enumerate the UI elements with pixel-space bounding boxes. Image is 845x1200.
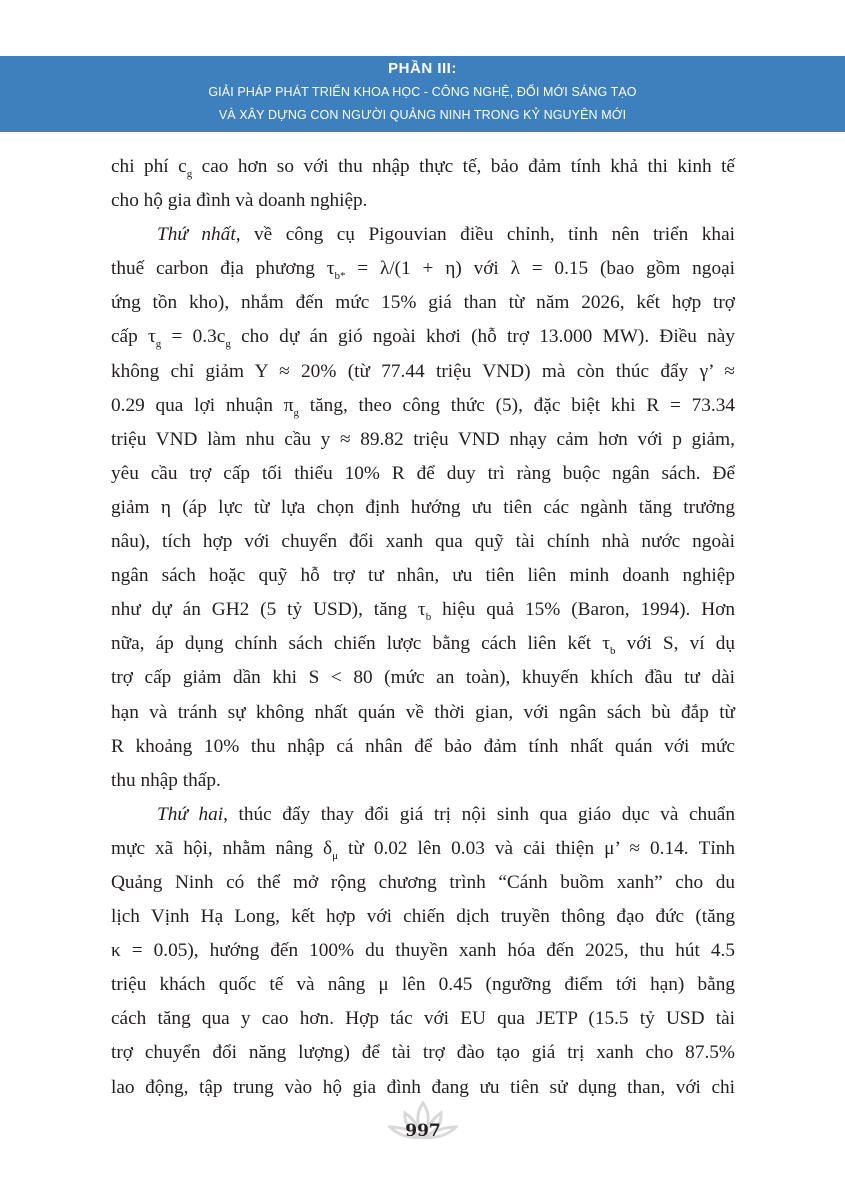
chapter-subtitle-line-1: GIẢI PHÁP PHÁT TRIỂN KHOA HỌC - CÔNG NGHỆ, ĐỔI MỚI SÁNG TẠO <box>208 85 637 99</box>
text-line: ứng tồn kho), nhắm đến mức 15% giá than từ năm 2026, kết hợp trợ <box>111 292 735 314</box>
text-line: lao động, tập trung vào hộ gia đình đang ưu tiên sử dụng than, với chi <box>111 1076 735 1098</box>
paragraph-lead: Thứ nhất <box>157 224 236 246</box>
paragraph-lead: Thứ hai <box>157 803 224 825</box>
text-line: nâu), tích hợp với chuyển đổi xanh qua quỹ tài chính nhà nước ngoài <box>111 531 735 553</box>
text-line: mực xã hội, nhằm nâng $\delta_\mu$ từ 0.02 lên 0.03 và cải thiện μ’ ≈ 0.14. Tỉnh <box>111 837 736 862</box>
paragraph-second-measure <box>111 798 735 1105</box>
text-line: Thứ hai, thúc đẩy thay đổi giá trị nội sinh qua giáo dục và chuẩn <box>157 803 735 825</box>
paragraph-first-measure <box>111 218 735 798</box>
body-text <box>111 150 735 1105</box>
text-line: hạn và tránh sự không nhất quán về thời gian, với ngân sách bù đắp từ <box>111 701 735 723</box>
chapter-header-band <box>0 56 845 132</box>
text-line: thu nhập thấp. <box>111 769 221 791</box>
text-line: không chỉ giảm Y ≈ 20% (từ 77.44 triệu VND) mà còn thúc đẩy γ’ ≈ <box>111 360 735 382</box>
text-line: ngân sách hoặc quỹ hỗ trợ tư nhân, ưu tiên liên minh doanh nghiệp <box>111 565 735 587</box>
paragraph-continuation <box>111 150 735 218</box>
chapter-subtitle-line-2: VÀ XÂY DỰNG CON NGƯỜI QUẢNG NINH TRONG KỶ NGUYÊN MỚI <box>218 108 627 122</box>
text-line: Thứ nhất, về công cụ Pigouvian điều chỉnh, tỉnh nên triển khai <box>157 224 735 246</box>
text-line: triệu VND làm nhu cầu y ≈ 89.82 triệu VND nhạy cảm hơn với p giảm, <box>111 428 735 450</box>
text-line: yêu cầu trợ cấp tối thiểu 10% R để duy trì ràng buộc ngân sách. Để <box>111 462 735 484</box>
text-line: 0.29 qua lợi nhuận $\pi_g$ tăng, theo công thức (5), đặc biệt khi R = 73.34 <box>111 394 735 419</box>
text-line: giảm η (áp lực từ lựa chọn định hướng ưu tiên các ngành tăng trưởng <box>111 496 735 518</box>
text-line: Quảng Ninh có thể mở rộng chương trình “Cánh buồm xanh” cho du <box>111 871 735 893</box>
text-line: cho hộ gia đình và doanh nghiệp. <box>111 190 368 212</box>
page-number: 997 <box>405 1121 441 1141</box>
text-line: κ = 0.05), hướng đến 100% du thuyền xanh hóa đến 2025, thu hút 4.5 <box>111 940 735 962</box>
text-line: cấp $\tau_g = 0.3c_g$ cho dự án gió ngoài khơi (hỗ trợ 13.000 MW). Điều này <box>111 326 735 351</box>
text-line: trợ cấp giảm dần khi S < 80 (mức an toàn), khuyến khích đầu tư dài <box>111 667 735 689</box>
text-line: chi phí $c_g$ cao hơn so với thu nhập thực tế, bảo đảm tính khả thi kinh tế <box>111 156 735 180</box>
text-line: triệu khách quốc tế và nâng μ lên 0.45 (ngưỡng điểm tới hạn) bằng <box>111 974 735 996</box>
text-line: cách tăng qua y cao hơn. Hợp tác với EU qua JETP (15.5 tỷ USD tài <box>111 1008 735 1030</box>
text-line: nữa, áp dụng chính sách chiến lược bằng cách liên kết $\tau_b$ với S, ví dụ <box>111 633 735 658</box>
part-title: PHẦN III: <box>388 60 457 77</box>
text-line: thuế carbon địa phương $\tau_{b*} = \lambda/(1 + \eta)$ với λ = 0.15 (bao gồm ngoại <box>111 258 736 283</box>
text-line: lịch Vịnh Hạ Long, kết hợp với chiến dịch truyền thông đạo đức (tăng <box>111 906 735 928</box>
text-line: như dự án GH2 (5 tỷ USD), tăng $\tau_b$ hiệu quả 15% (Baron, 1994). Hơn <box>111 599 736 624</box>
text-line: trợ chuyển đổi năng lượng) để tài trợ đào tạo giá trị xanh cho 87.5% <box>111 1042 735 1064</box>
text-line: R khoảng 10% thu nhập cá nhân để bảo đảm tính nhất quán với mức <box>111 735 735 757</box>
